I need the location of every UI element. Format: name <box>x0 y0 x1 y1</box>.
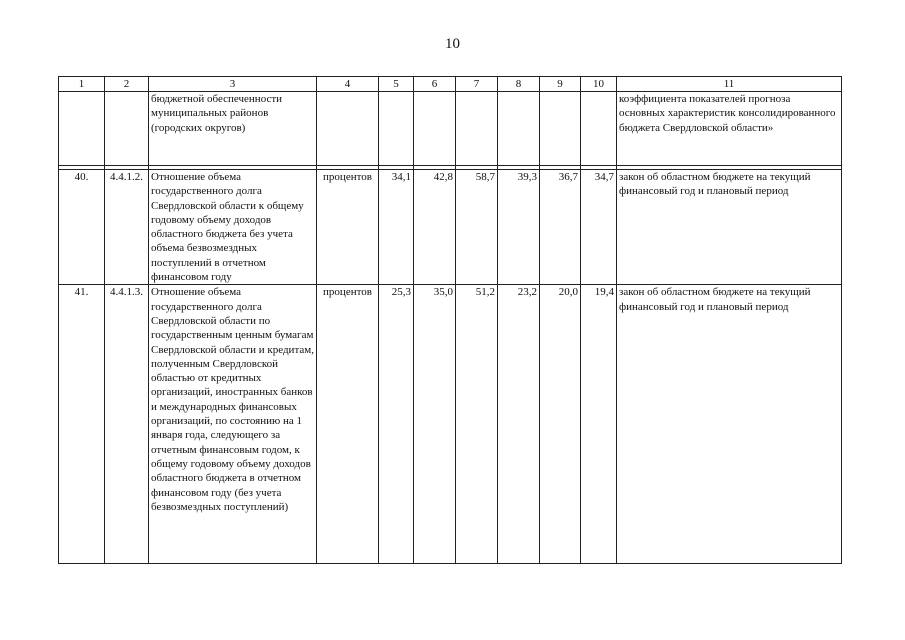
row-number <box>59 92 105 166</box>
value-cell: 34,7 <box>581 170 617 285</box>
source-cell: коэффициента показателей прогноза основных характеристик консолидированного бюджета Свердловской области» <box>617 92 842 166</box>
row-number: 40. <box>59 170 105 285</box>
value-cell: 23,2 <box>498 285 540 564</box>
indicator-code: 4.4.1.3. <box>105 285 149 564</box>
header-cell: 10 <box>581 77 617 92</box>
header-cell: 7 <box>456 77 498 92</box>
value-cell: 39,3 <box>498 170 540 285</box>
indicator-name: бюджетной обеспеченности муниципальных районов (городских округов) <box>149 92 317 166</box>
source-cell: закон об областном бюджете на текущий финансовый год и плановый период <box>617 285 842 564</box>
value-cell: 42,8 <box>414 170 456 285</box>
header-cell: 11 <box>617 77 842 92</box>
indicator-name: Отношение объема государственного долга Свердловской области к общему годовому объему доходов областного бюджета без учета объема безвозмездных поступлений в отчетном финансовом году <box>149 170 317 285</box>
value-cell <box>540 92 581 166</box>
page-number: 10 <box>445 36 460 52</box>
header-cell: 6 <box>414 77 456 92</box>
value-cell: 36,7 <box>540 170 581 285</box>
indicator-name: Отношение объема государственного долга Свердловской области по государственным ценным бумагам Свердловской области и кредитам, полученным Свердловской областью от кредитных организаций, иностранных банков и международных финансовых организаций, по состоянию на 1 января года, следующего за отчетным финансовым годом, к общему годовому объему доходов областного бюджета в отчетном финансовом году (без учета безвозмездных поступлений) <box>149 285 317 564</box>
unit <box>317 92 379 166</box>
indicator-code: 4.4.1.2. <box>105 170 149 285</box>
value-cell: 51,2 <box>456 285 498 564</box>
header-cell: 5 <box>379 77 414 92</box>
source-cell: закон об областном бюджете на текущий финансовый год и плановый период <box>617 170 842 285</box>
indicator-code <box>105 92 149 166</box>
header-cell: 8 <box>498 77 540 92</box>
header-row <box>59 77 842 92</box>
value-cell: 58,7 <box>456 170 498 285</box>
unit: процентов <box>317 285 379 564</box>
header-cell: 9 <box>540 77 581 92</box>
header-cell: 2 <box>105 77 149 92</box>
value-cell: 25,3 <box>379 285 414 564</box>
value-cell <box>498 92 540 166</box>
header-cell: 3 <box>149 77 317 92</box>
value-cell <box>456 92 498 166</box>
value-cell: 20,0 <box>540 285 581 564</box>
value-cell <box>581 92 617 166</box>
indicators-table <box>58 76 842 564</box>
header-cell: 1 <box>59 77 105 92</box>
table-row <box>59 285 842 564</box>
row-number: 41. <box>59 285 105 564</box>
value-cell: 19,4 <box>581 285 617 564</box>
value-cell <box>414 92 456 166</box>
value-cell: 34,1 <box>379 170 414 285</box>
value-cell: 35,0 <box>414 285 456 564</box>
unit: процентов <box>317 170 379 285</box>
value-cell <box>379 92 414 166</box>
table-row <box>59 170 842 285</box>
table-row <box>59 92 842 166</box>
header-cell: 4 <box>317 77 379 92</box>
